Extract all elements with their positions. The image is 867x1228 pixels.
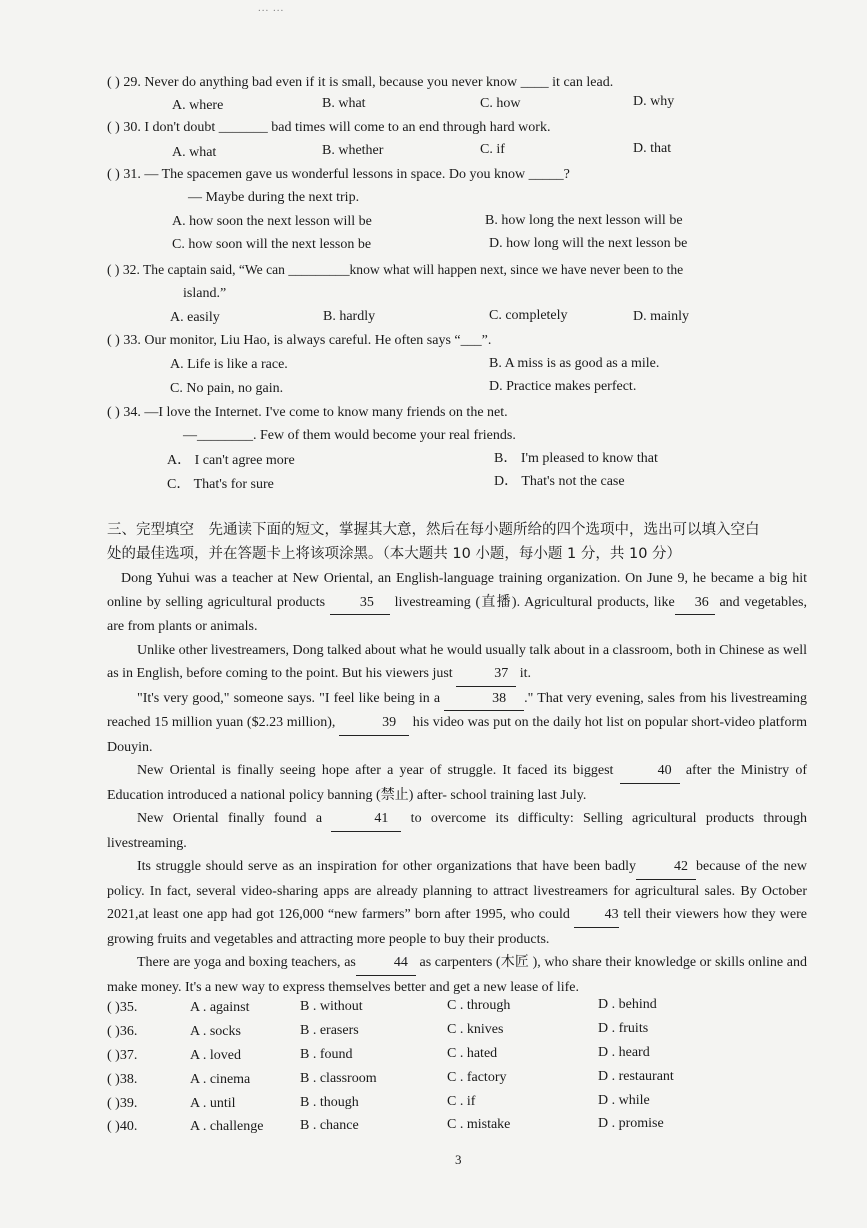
cloze-question-35: ( )35. — [107, 1000, 138, 1015]
paragraph: There are yoga and boxing teachers, as 44 as carpenters (木匠 ), who share their knowledge or skills online and make money. It's a new way to express themselves better and get a new lease of life. — [107, 951, 807, 999]
option-b[interactable]: B. whether — [322, 143, 384, 158]
question-31-reply: — Maybe during the next trip. — [188, 190, 360, 205]
option-b[interactable]: B． I'm pleased to know that — [494, 451, 658, 466]
option-c[interactable]: C. how — [480, 96, 521, 111]
option-b[interactable]: B . found — [300, 1047, 353, 1062]
option-d[interactable]: D . heard — [598, 1045, 650, 1060]
question-text: I don't doubt _______ bad times will come to an end through hard work. — [144, 120, 551, 135]
question-number: ( ) 33. — [107, 333, 141, 348]
blank-37: 37 — [456, 662, 516, 687]
option-c[interactable]: C. if — [480, 142, 505, 157]
option-c[interactable]: C . hated — [447, 1046, 498, 1061]
option-d[interactable]: D. how long will the next lesson be — [489, 236, 688, 251]
option-d[interactable]: D. why — [633, 94, 675, 109]
paragraph: Unlike other livestreamers, Dong talked about what he would usually talk about in a classroom, both in Chinese as well as in English, before coming to the point. But his viewers just 37 it. — [107, 639, 807, 687]
question-34-reply: —________. Few of them would become your real friends. — [183, 428, 516, 443]
option-d[interactable]: D. Practice makes perfect. — [489, 379, 637, 394]
blank-36: 36 — [675, 591, 715, 616]
blank-42: 42 — [636, 855, 696, 880]
blank-40: 40 — [620, 759, 680, 784]
option-a[interactable]: A. what — [172, 145, 217, 160]
option-c[interactable]: C . if — [447, 1094, 476, 1109]
blank-35: 35 — [330, 591, 390, 616]
question-34-stem — [107, 404, 508, 422]
option-c[interactable]: C . knives — [447, 1022, 504, 1037]
option-b[interactable]: B . classroom — [300, 1071, 377, 1086]
question-number: ( ) 32. — [107, 262, 140, 277]
option-b[interactable]: B . though — [300, 1095, 359, 1110]
option-a[interactable]: A. easily — [170, 310, 220, 325]
option-a[interactable]: A . socks — [190, 1024, 241, 1039]
option-a[interactable]: A. where — [172, 98, 224, 113]
cloze-question-38: ( )38. — [107, 1072, 138, 1087]
option-b[interactable]: B. hardly — [323, 309, 376, 324]
option-a[interactable]: A． I can't agree more — [167, 453, 295, 468]
question-text: — The spacemen gave us wonderful lessons in space. Do you know _____? — [144, 167, 570, 182]
option-b[interactable]: B . erasers — [300, 1023, 359, 1038]
option-a[interactable]: A . until — [190, 1096, 236, 1111]
question-31-stem — [107, 166, 570, 184]
section-heading — [107, 518, 807, 566]
option-d[interactable]: D . behind — [598, 997, 657, 1012]
question-number: ( ) 34. — [107, 405, 141, 420]
question-29-stem — [107, 74, 613, 92]
blank-38: 38 — [444, 687, 524, 712]
option-b[interactable]: B . chance — [300, 1118, 359, 1133]
paragraph: Dong Yuhui was a teacher at New Oriental, an English-language training organization. On June 9, he became a big hit online by selling agricultural products 35 livestreaming (直播). Agricultural products, like 36 and vegetables, are from plants or animals. — [107, 571, 807, 634]
option-d[interactable]: D . while — [598, 1093, 650, 1108]
option-d[interactable]: D． That's not the case — [494, 474, 625, 489]
cloze-question-37: ( )37. — [107, 1048, 138, 1063]
option-d[interactable]: D. that — [633, 141, 672, 156]
option-c[interactable]: C . mistake — [447, 1117, 511, 1132]
section-title: 三、完型填空 先通读下面的短文，掌握其大意，然后在每小题所给的四个选项中，选出可以填入空白 — [107, 522, 760, 538]
question-number: ( ) 30. — [107, 120, 141, 135]
option-a[interactable]: A . against — [190, 1000, 250, 1015]
option-c[interactable]: C. No pain, no gain. — [170, 381, 284, 396]
option-a[interactable]: A . challenge — [190, 1119, 264, 1134]
option-b[interactable]: B. A miss is as good as a mile. — [489, 356, 660, 371]
page-number: 3 — [455, 1152, 462, 1167]
cloze-passage — [107, 567, 807, 999]
option-c[interactable]: C. completely — [489, 308, 568, 323]
option-d[interactable]: D. mainly — [633, 309, 689, 324]
cloze-question-36: ( )36. — [107, 1024, 138, 1039]
blank-43: 43 — [574, 903, 619, 928]
option-a[interactable]: A. Life is like a race. — [170, 357, 288, 372]
question-32-stem-cont: island.” — [183, 286, 227, 301]
option-d[interactable]: D . fruits — [598, 1021, 649, 1036]
option-c[interactable]: C. how soon will the next lesson be — [172, 237, 372, 252]
question-text: The captain said, “We can _________know what will happen next, since we have never been to the — [143, 262, 684, 277]
cloze-question-40: ( )40. — [107, 1119, 138, 1134]
paragraph: New Oriental finally found a 41 to overcome its difficulty: Selling agricultural products through livestreaming. — [107, 807, 807, 855]
paragraph: "It's very good," someone says. "I feel like being in a 38 ." That very evening, sales from his livestreaming reached 15 million yuan ($2.23 million), 39 his video was put on the daily hot list on popular short-video platform Douyin. — [107, 687, 807, 760]
blank-44: 44 — [356, 951, 416, 976]
blank-39: 39 — [339, 711, 409, 736]
option-b[interactable]: B . without — [300, 999, 363, 1014]
header-fragment: ... ... — [258, 2, 285, 14]
question-32-stem — [107, 261, 683, 279]
option-b[interactable]: B. how long the next lesson will be — [485, 213, 683, 228]
paragraph: Its struggle should serve as an inspiration for other organizations that have been badly 42 because of the new policy. In fact, several video-sharing apps are already planning to attract livestreamers for agricultural sales. By October 2021,at least one app had got 126,000 “new farmers” born after 1995, who could 43 tell their viewers how they were growing fruits and vegetables and attracting more people to buy their products. — [107, 855, 807, 951]
question-number: ( ) 29. — [107, 75, 141, 90]
blank-41: 41 — [331, 807, 401, 832]
option-d[interactable]: D . restaurant — [598, 1069, 674, 1084]
option-c[interactable]: C . factory — [447, 1070, 507, 1085]
section-instructions: 处的最佳选项，并在答题卡上将该项涂黑。（本大题共 10 小题，每小题 1 分，共 10 分） — [107, 546, 682, 562]
option-d[interactable]: D . promise — [598, 1116, 664, 1131]
paragraph: New Oriental is finally seeing hope after a year of struggle. It faced its biggest 40 after the Ministry of Education introduced a national policy banning (禁止) after- school training last July. — [107, 759, 807, 807]
option-a[interactable]: A . cinema — [190, 1072, 251, 1087]
question-text: —I love the Internet. I've come to know many friends on the net. — [144, 405, 508, 420]
cloze-question-39: ( )39. — [107, 1096, 138, 1111]
option-c[interactable]: C． That's for sure — [167, 477, 274, 492]
question-30-stem — [107, 119, 550, 137]
option-b[interactable]: B. what — [322, 96, 366, 111]
question-text: Our monitor, Liu Hao, is always careful. He often says “___”. — [144, 333, 492, 348]
question-text: Never do anything bad even if it is small, because you never know ____ it can lead. — [144, 75, 614, 90]
question-number: ( ) 31. — [107, 167, 141, 182]
option-c[interactable]: C . through — [447, 998, 511, 1013]
question-33-stem — [107, 332, 491, 350]
option-a[interactable]: A. how soon the next lesson will be — [172, 214, 372, 229]
option-a[interactable]: A . loved — [190, 1048, 241, 1063]
